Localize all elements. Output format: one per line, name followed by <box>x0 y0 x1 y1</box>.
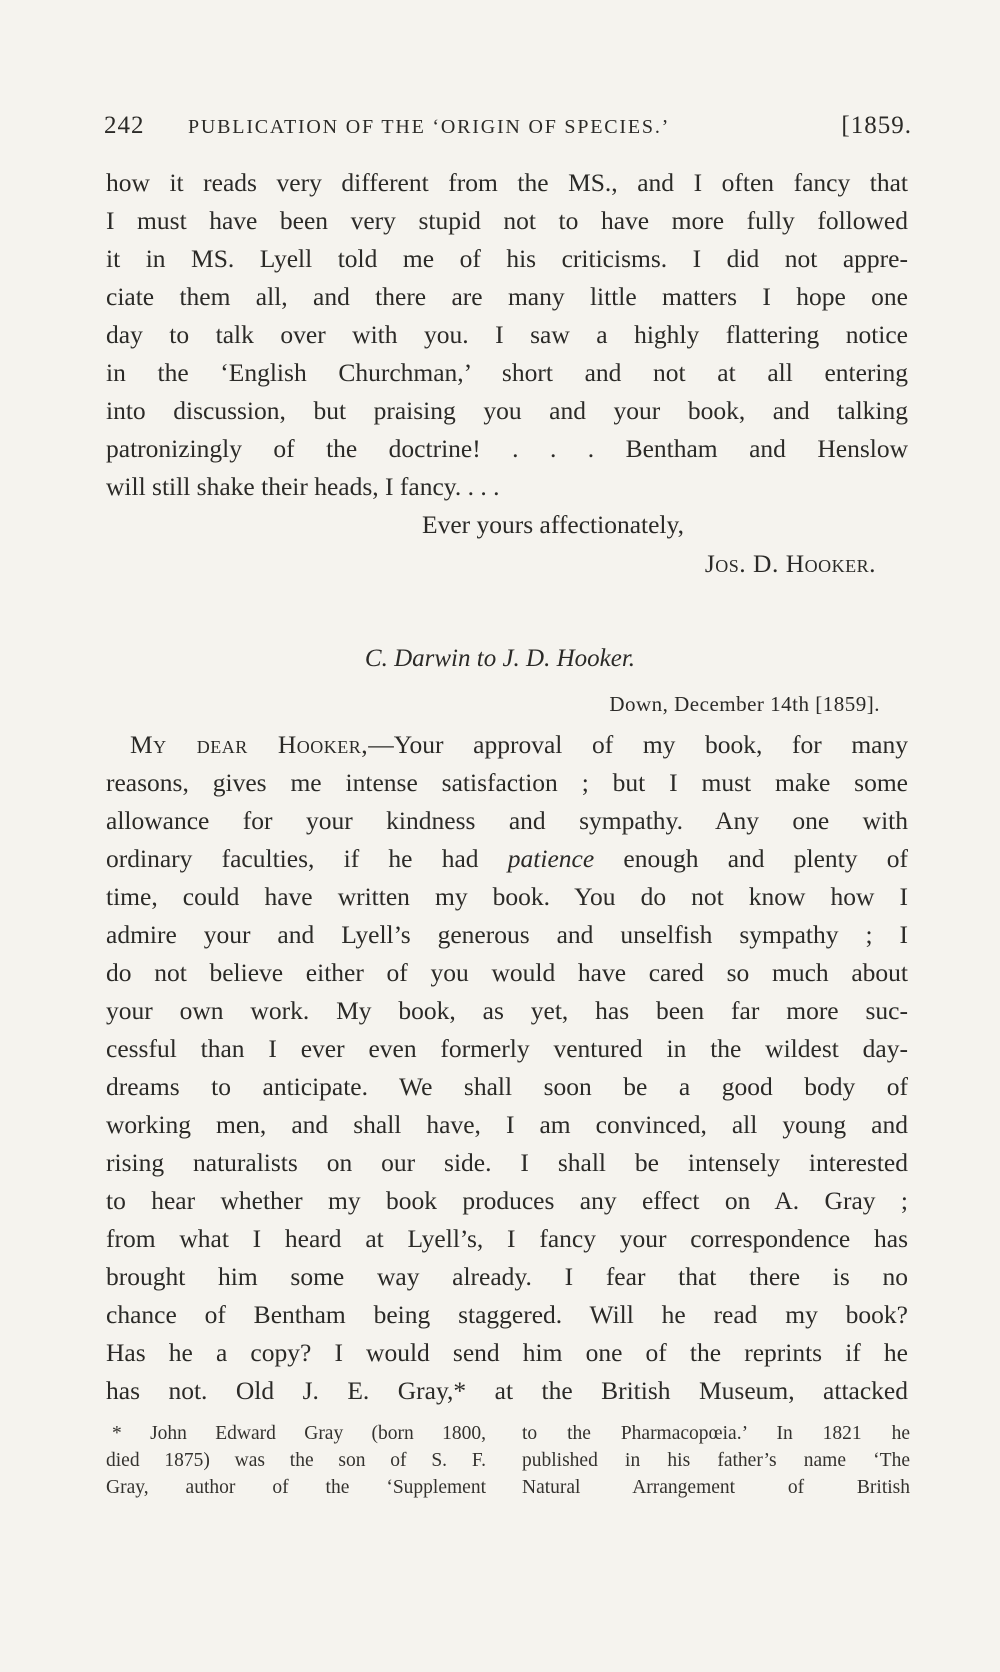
letter1-closing: Ever yours affectionately, <box>422 510 684 539</box>
letter2-line: cessful than I ever even formerly ventured in the wildest day- <box>106 1034 908 1063</box>
letter1-line: how it reads very different from the MS., and I often fancy that <box>106 168 908 197</box>
letter2-line: —Your approval of my book, for many <box>368 730 908 759</box>
letter2-line: brought him some way already. I fear that there is no <box>106 1262 908 1291</box>
footnote-line: Natural Arrangement of British <box>522 1477 910 1498</box>
footnote-line: to the Pharmacopœia.’ In 1821 he <box>522 1423 910 1444</box>
letter2-line: has not. Old J. E. Gray,* at the British Museum, attacked <box>106 1376 908 1405</box>
letter2-line: do not believe either of you would have cared so much about <box>106 958 908 987</box>
footnote-line: died 1875) was the son of S. F. <box>106 1450 486 1471</box>
letter2-line: dreams to anticipate. We shall soon be a good body of <box>106 1072 908 1101</box>
letter1-line: into discussion, but praising you and your book, and talking <box>106 396 908 425</box>
letter2-line: chance of Bentham being staggered. Will he read my book? <box>106 1300 908 1329</box>
running-head <box>104 112 912 152</box>
letter1-line: will still shake their heads, I fancy. . . . <box>106 472 500 501</box>
running-title: PUBLICATION OF THE ‘ORIGIN OF SPECIES.’ <box>188 116 671 138</box>
letter1-line: patronizingly of the doctrine! . . . Bentham and Henslow <box>106 434 908 463</box>
letter2-line: admire your and Lyell’s generous and unselfish sympathy ; I <box>106 920 908 949</box>
footnote-line: * John Edward Gray (born 1800, <box>112 1423 486 1444</box>
footnote-line: published in his father’s name ‘The <box>522 1450 910 1471</box>
salutation: My dear Hooker, <box>130 730 369 759</box>
letter1-line: it in MS. Lyell told me of his criticisms. I did not appre- <box>106 244 908 273</box>
letter2-line: reasons, gives me intense satisfaction ; but I must make some <box>106 768 908 797</box>
letter2-line: rising naturalists on our side. I shall be intensely interested <box>106 1148 908 1177</box>
letter2-line: allowance for your kindness and sympathy. Any one with <box>106 806 908 835</box>
letter2-line: working men, and shall have, I am convinced, all young and <box>106 1110 908 1139</box>
running-year: [1859. <box>841 112 912 139</box>
letter2-line-start: ordinary faculties, if he had <box>106 844 508 873</box>
letter2-first-line <box>130 730 908 760</box>
letter2-dateline: Down, December 14th [1859]. <box>609 692 880 716</box>
letter2-line-with-italic <box>106 844 908 874</box>
letter2-line-end: enough and plenty of <box>594 844 908 873</box>
page-number: 242 <box>104 112 145 139</box>
italic-word: patience <box>507 844 595 873</box>
letter1-line: in the ‘English Churchman,’ short and not at all entering <box>106 358 908 387</box>
letter2-line: to hear whether my book produces any effect on A. Gray ; <box>106 1186 908 1215</box>
letter2-line: Has he a copy? I would send him one of the reprints if he <box>106 1338 908 1367</box>
letter1-line: day to talk over with you. I saw a highly flattering notice <box>106 320 908 349</box>
letter1-line: I must have been very stupid not to have more fully followed <box>106 206 908 235</box>
letter2-line: time, could have written my book. You do not know how I <box>106 882 908 911</box>
letter2-heading: C. Darwin to J. D. Hooker. <box>364 645 636 672</box>
footnote-line: Gray, author of the ‘Supplement <box>106 1477 486 1498</box>
letter2-line: from what I heard at Lyell’s, I fancy your correspondence has <box>106 1224 908 1253</box>
letter2-line: your own work. My book, as yet, has been far more suc- <box>106 996 908 1025</box>
letter1-signature: Jos. D. Hooker. <box>704 549 876 578</box>
letter1-line: ciate them all, and there are many little matters I hope one <box>106 282 908 311</box>
